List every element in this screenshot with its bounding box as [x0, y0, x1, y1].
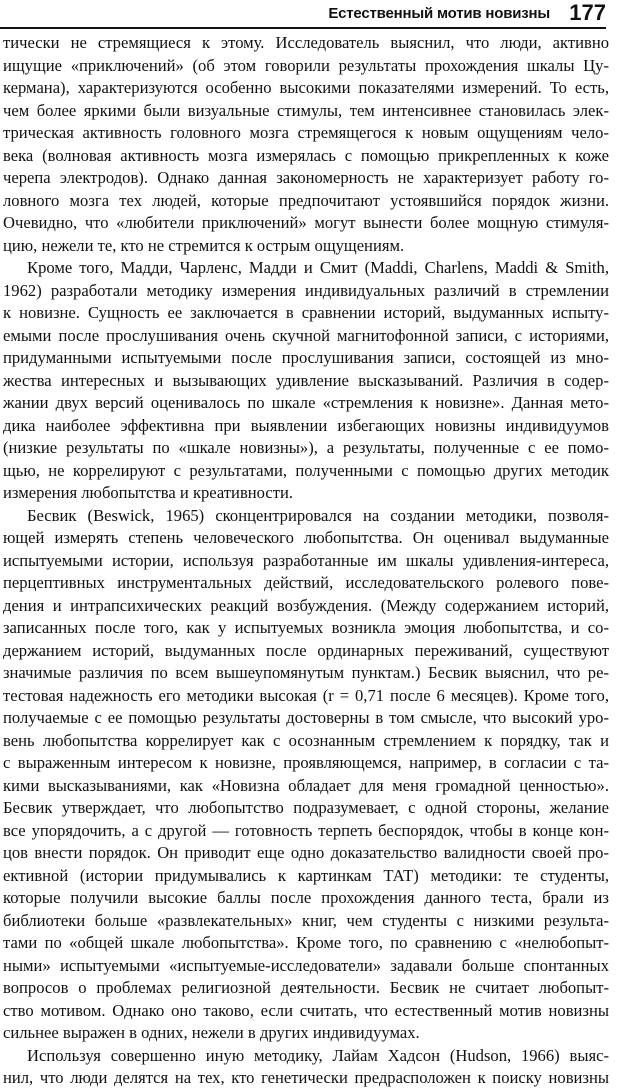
- text-line: тестовая надежность его методики высокая (r = 0,71 после 6 месяцев). Кроме того,: [3, 685, 609, 705]
- running-header-title: Естественный мотив новизны: [328, 5, 550, 22]
- page-header: [0, 0, 620, 30]
- text-line: цов внести порядок. Он приводит еще одно доказательство валидности своей про-: [3, 843, 609, 862]
- text-line: черепа электродов). Однако данная закономерность не характеризует работу го-: [3, 168, 609, 187]
- page-number: 177: [569, 0, 606, 25]
- text-line: века (волновая активность мозга измерялась с помощью прикрепленных к коже: [3, 145, 609, 165]
- header-rule: [0, 27, 606, 29]
- text-line: трическая активность головного мозга стремящегося к новым ощущениям чело-: [3, 123, 609, 142]
- text-line: цию, нежели те, кто не стремится к острым ощущениям.: [3, 235, 405, 255]
- text-line: кими высказываниями, как «Новизна обладает для меня громадной ценностью».: [3, 775, 609, 795]
- text-line: Кроме того, Мадди, Чарленс, Мадди и Смит (Maddi, Charlens, Maddi & Smith,: [27, 258, 609, 277]
- text-line: библиотеки больше «развлекательных» книг, чем студенты с низкими результа-: [3, 910, 609, 930]
- text-line: ными» испытуемыми «испытуемые-исследователи» задавали больше спонтанных: [3, 955, 609, 975]
- text-line: дика наиболее эффективна при выявлении избегающих новизны индивидуумов: [3, 415, 609, 435]
- paragraph: [3, 257, 609, 505]
- text-line: держанием историй, выдуманных после ординарных переживаний, существуют: [3, 640, 609, 660]
- text-line: Бесвик утверждает, что любопытство подразумевает, с одной стороны, желание: [3, 798, 609, 817]
- text-line: нил, что люди делятся на тех, кто генетически предрасположен к поиску новизны: [3, 1068, 609, 1087]
- text-line: Очевидно, что «любители приключений» могут вынести более мощную стимуля-: [3, 213, 609, 232]
- text-line: к новизне. Сущность ее заключается в сравнении историй, выдуманных испыту-: [3, 303, 609, 322]
- text-line: перцептивных инструментальных действий, исследовательского ролевого пове-: [3, 573, 609, 592]
- text-line: тически не стремящиеся к этому. Исследователь выяснил, что люди, активно: [3, 33, 609, 52]
- text-line: 1962) разработали методику измерения индивидуальных различий в стремлении: [3, 280, 609, 300]
- text-line: значимые различия по всем вышеупомянутым пунктам.) Бесвик выяснил, что ре-: [3, 663, 609, 682]
- text-line: которые получили высокие баллы после прохождения данного теста, брали из: [3, 888, 609, 907]
- text-line: сильнее выражен в одних, нежели в других индивидуумах.: [3, 1023, 420, 1042]
- text-line: с выраженным интересом к новизне, проявляющемся, например, в согласии с та-: [3, 753, 609, 772]
- text-line: испытуемыми истории, используя разработанные им шкалы удивления-интереса,: [3, 550, 609, 570]
- text-line: емыми после прослушивания очень скучной магнитофонной записи, с историями,: [3, 325, 609, 345]
- text-line: Бесвик (Beswick, 1965) сконцентрировался на создании методики, позволя-: [27, 505, 609, 525]
- text-line: чем более яркими были визуальные стимулы, тем интенсивнее становилась элек-: [3, 100, 609, 120]
- text-line: записанных после того, как у испытуемых возникла эмоция любопытства, и со-: [3, 618, 609, 637]
- text-line: ловного мозга тех людей, которые предпочитают устоявшийся порядок жизни.: [3, 190, 609, 210]
- body-text: [3, 32, 609, 1090]
- paragraph: [3, 32, 609, 257]
- text-line: ективной (истории придумывались к картинкам ТАТ) методики: те студенты,: [3, 865, 609, 885]
- text-line: жества интересных и вызывающих удивление высказываний. Различия в содер-: [3, 370, 609, 390]
- paragraph: [3, 1045, 609, 1090]
- text-line: жании двух версий оценивалось по шкале «стремления к новизне». Данная мето-: [3, 393, 609, 412]
- text-line: тами по «общей шкале любопытства». Кроме того, по сравнению с «нелюбопыт-: [3, 933, 609, 952]
- text-line: кермана), характеризуются особенно высокими показателями измерений. То есть,: [3, 78, 609, 97]
- text-line: получаемые с ее помощью результаты достоверны в том смысле, что высокий уро-: [3, 708, 609, 727]
- text-line: вень любопытства коррелирует как с осознанным стремлением к порядку, так и: [3, 730, 609, 750]
- text-line: ство мотивом. Однако оно таково, если считать, что естественный мотив новизны: [3, 1000, 609, 1020]
- text-line: ющей измерять степень человеческого любопытства. Он оценивал выдуманные: [3, 528, 609, 547]
- text-line: дения и интрапсихических реакций возбуждения. (Между содержанием историй,: [3, 595, 609, 615]
- text-line: Используя совершенно иную методику, Лайам Хадсон (Hudson, 1966) выяс-: [27, 1045, 609, 1065]
- text-line: щью, не коррелируют с результатами, полученными с помощью других методик: [3, 460, 609, 480]
- text-line: все упорядочить, а с другой — готовность терпеть беспорядок, чтобы в конце кон-: [3, 820, 609, 840]
- text-line: измерения любопытства и креативности.: [3, 483, 294, 502]
- paragraph: [3, 505, 609, 1045]
- text-line: (низкие результаты по «шкале новизны»), а результаты, полученные с ее помо-: [3, 438, 609, 457]
- text-line: вопросов о проблемах религиозной деятельности. Бесвик не считает любопыт-: [3, 978, 609, 997]
- text-line: ищущие «приключений» (об этом говорили результаты прохождения шкалы Цу-: [3, 55, 609, 75]
- text-line: придуманными испытуемыми после прослушивания записи, состоящей из мно-: [3, 348, 609, 367]
